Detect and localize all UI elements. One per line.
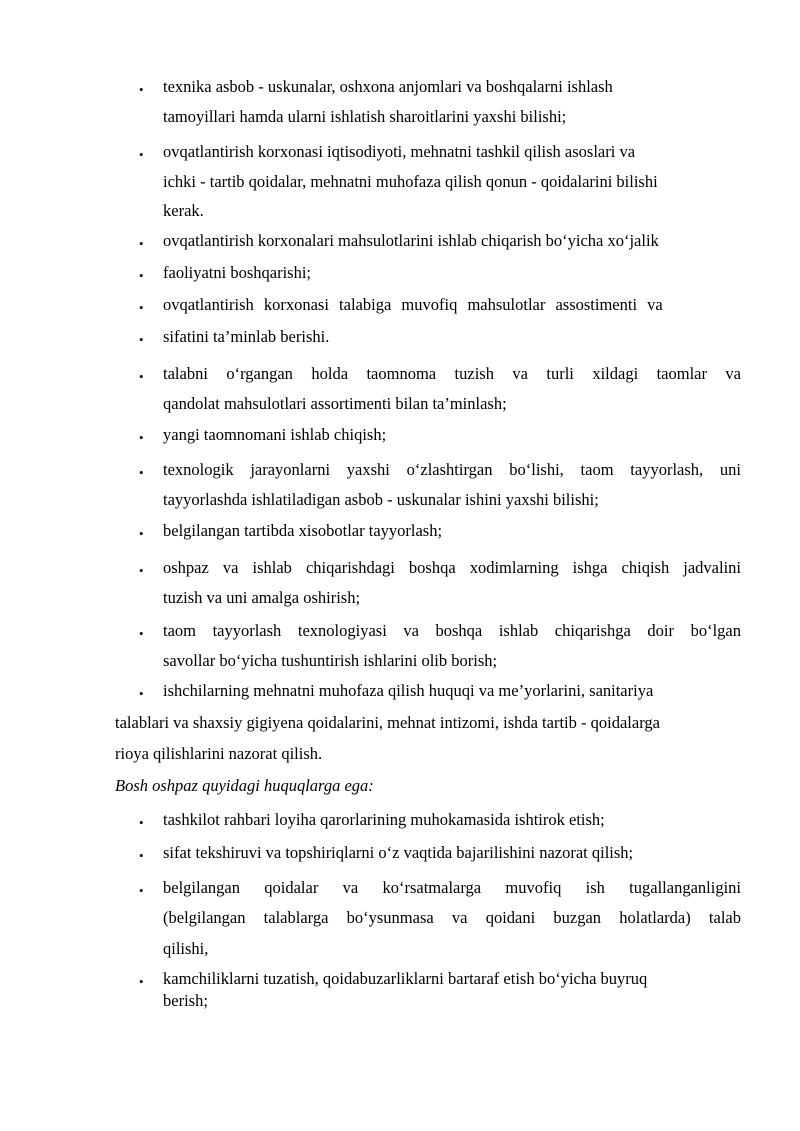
bullet-marker: • <box>139 268 144 283</box>
bullet-marker: • <box>139 563 144 578</box>
bullet-line: sifatini ta’minlab berishi. <box>163 327 330 346</box>
bullet-line: texnika asbob - uskunalar, oshxona anjomlari va boshqalarni ishlash <box>163 77 613 96</box>
bullet-line: ovqatlantirish korxonasi iqtisodiyoti, mehnatni tashkil qilish asoslari va <box>163 142 636 161</box>
bullet-marker: • <box>139 147 144 162</box>
bullet-line: belgilangan tartibda xisobotlar tayyorlash; <box>163 521 443 540</box>
bullet-marker: • <box>139 236 144 251</box>
bullet-line: (belgilangan talablarga bo‘ysunmasa va qoidani buzgan holatlarda) talab <box>163 908 741 927</box>
bullet-marker: • <box>139 848 144 863</box>
bullet-line: faoliyatni boshqarishi; <box>163 263 312 282</box>
bullet-marker: • <box>139 883 144 898</box>
bullet-marker: • <box>139 300 144 315</box>
bullet-line: ovqatlantirish korxonalari mahsulotlarini ishlab chiqarish bo‘yicha xo‘jalik <box>163 231 659 250</box>
paragraph-line: rioya qilishlarini nazorat qilish. <box>115 744 323 763</box>
bullet-line: tamoyillari hamda ularni ishlatish sharoitlarini yaxshi bilishi; <box>163 107 567 126</box>
bullet-marker: • <box>139 465 144 480</box>
bullet-marker: • <box>139 369 144 384</box>
bullet-line: kamchiliklarni tuzatish, qoidabuzarliklarni bartaraf etish bo‘yicha buyruq <box>163 969 648 988</box>
bullet-line: sifat tekshiruvi va topshiriqlarni o‘z vaqtida bajarilishini nazorat qilish; <box>163 843 634 862</box>
bullet-line: qandolat mahsulotlari assortimenti bilan ta’minlash; <box>163 394 507 413</box>
bullet-marker: • <box>139 82 144 97</box>
bullet-line: texnologik jarayonlarni yaxshi o‘zlashtirgan bo‘lishi, taom tayyorlash, uni <box>163 460 741 479</box>
bullet-marker: • <box>139 626 144 641</box>
rights-heading: Bosh oshpaz quyidagi huquqlarga ega: <box>115 776 374 795</box>
bullet-line: ichki - tartib qoidalar, mehnatni muhofaza qilish qonun - qoidalarini bilishi <box>163 172 658 191</box>
bullet-line: tuzish va uni amalga oshirish; <box>163 588 361 607</box>
bullet-marker: • <box>139 526 144 541</box>
bullet-line: talabni o‘rgangan holda taomnoma tuzish va turli xildagi taomlar va <box>163 364 741 383</box>
bullet-line: qilishi, <box>163 939 209 958</box>
bullet-line: taom tayyorlash texnologiyasi va boshqa ishlab chiqarishga doir bo‘lgan <box>163 621 741 640</box>
bullet-marker: • <box>139 332 144 347</box>
bullet-marker: • <box>139 430 144 445</box>
bullet-line: ovqatlantirish korxonasi talabiga muvofiq mahsulotlar assostimenti va <box>163 295 663 314</box>
bullet-line: tayyorlashda ishlatiladigan asbob - uskunalar ishini yaxshi bilishi; <box>163 490 599 509</box>
bullet-line: ishchilarning mehnatni muhofaza qilish huquqi va me’yorlarini, sanitariya <box>163 681 654 700</box>
bullet-line: kerak. <box>163 201 204 220</box>
bullet-line: tashkilot rahbari loyiha qarorlarining muhokamasida ishtirok etish; <box>163 810 605 829</box>
paragraph-line: talablari va shaxsiy gigiyena qoidalarini, mehnat intizomi, ishda tartib - qoidalarga <box>115 713 660 732</box>
bullet-marker: • <box>139 974 144 989</box>
bullet-line: berish; <box>163 991 208 1010</box>
bullet-marker: • <box>139 686 144 701</box>
bullet-line: savollar bo‘yicha tushuntirish ishlarini olib borish; <box>163 651 498 670</box>
bullet-line: belgilangan qoidalar va ko‘rsatmalarga muvofiq ish tugallanganligini <box>163 878 741 897</box>
bullet-line: yangi taomnomani ishlab chiqish; <box>163 425 387 444</box>
bullet-line: oshpaz va ishlab chiqarishdagi boshqa xodimlarning ishga chiqish jadvalini <box>163 558 741 577</box>
bullet-marker: • <box>139 815 144 830</box>
